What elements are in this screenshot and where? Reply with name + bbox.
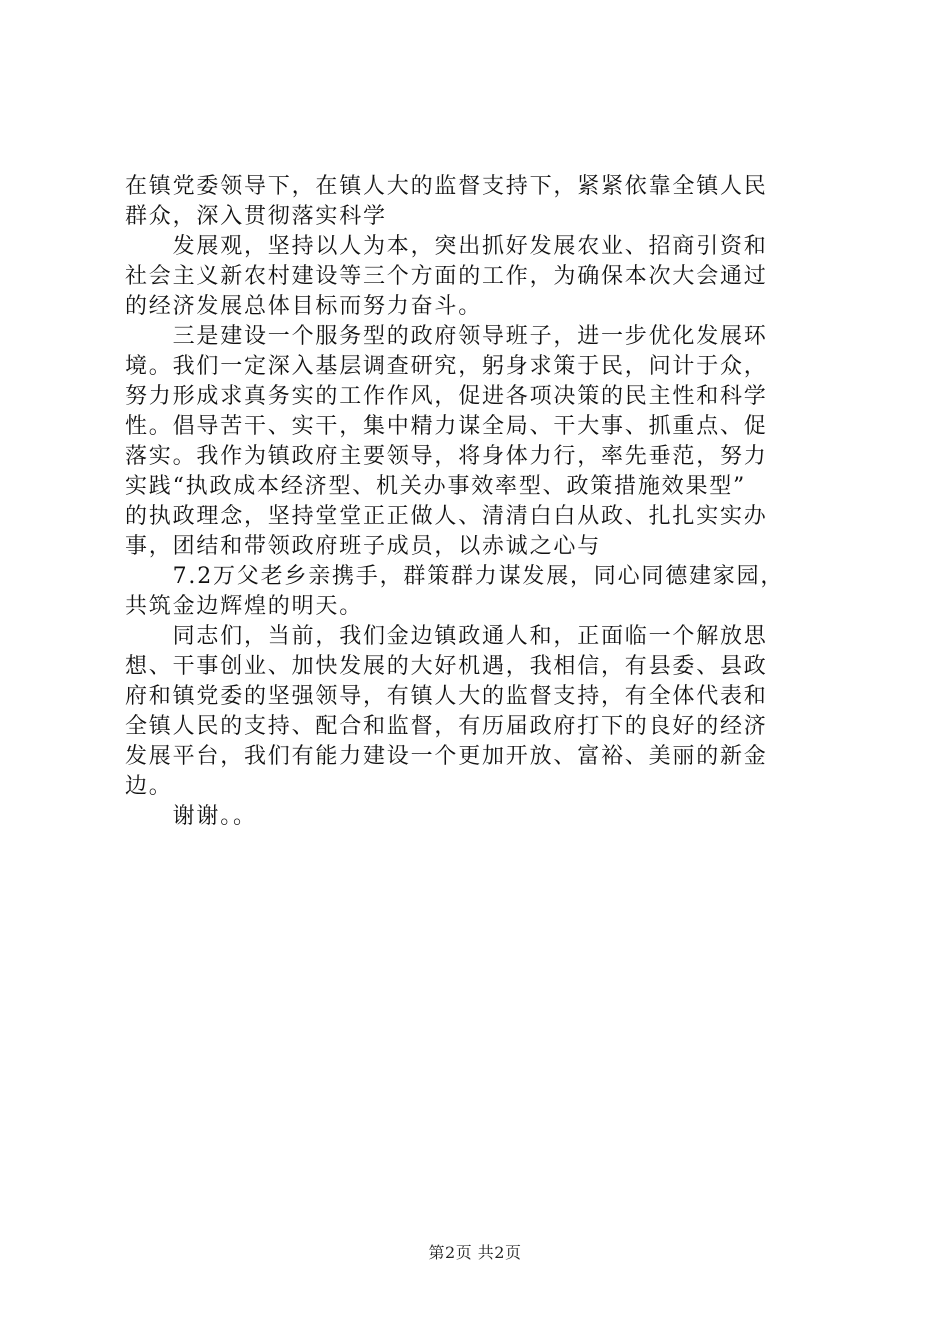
text-line: 共筑金边辉煌的明天。 [125, 594, 364, 619]
text-line: 谢谢。。 [125, 804, 257, 829]
text-line: 三是建设一个服务型的政府领导班子，进一步优化发展环 [125, 324, 768, 349]
text-line: 社会主义新农村建设等三个方面的工作，为确保本次大会通过 [125, 264, 768, 289]
text-line: 在镇党委领导下，在镇人大的监督支持下，紧紧依靠全镇人民 [125, 174, 768, 199]
text-line: 7.2万父老乡亲携手，群策群力谋发展，同心同德建家园， [125, 564, 785, 589]
text-line: 的经济发展总体目标而努力奋斗。 [125, 294, 483, 319]
text-line: 事，团结和带领政府班子成员，以赤诚之心与 [125, 534, 602, 559]
text-line: 境。我们一定深入基层调查研究，躬身求策于民，问计于众， [125, 354, 768, 379]
text-line: 发展观，坚持以人为本，突出抓好发展农业、招商引资和 [125, 234, 768, 259]
text-line: 落实。我作为镇政府主要领导，将身体力行，率先垂范，努力 [125, 444, 768, 469]
text-line: 努力形成求真务实的工作作风，促进各项决策的民主性和科学 [125, 384, 768, 409]
text-line: 想、干事创业、加快发展的大好机遇，我相信，有县委、县政 [125, 654, 768, 679]
text-line: 全镇人民的支持、配合和监督，有历届政府打下的良好的经济 [125, 714, 768, 739]
page-number-footer: 第2页 共2页 [428, 1243, 522, 1262]
text-line: 的执政理念，坚持堂堂正正做人、清清白白从政、扎扎实实办 [125, 504, 768, 529]
document-body [125, 172, 835, 832]
text-line: 性。倡导苦干、实干，集中精力谋全局、干大事、抓重点、促 [125, 414, 768, 439]
text-line: 同志们，当前，我们金边镇政通人和，正面临一个解放思 [125, 624, 768, 649]
text-line: 边。 [125, 774, 173, 799]
text-line: 发展平台，我们有能力建设一个更加开放、富裕、美丽的新金 [125, 744, 768, 769]
text-line: 实践“执政成本经济型、机关办事效率型、政策措施效果型” [125, 474, 747, 499]
text-line: 群众，深入贯彻落实科学 [125, 204, 387, 229]
text-line: 府和镇党委的坚强领导，有镇人大的监督支持，有全体代表和 [125, 684, 768, 709]
